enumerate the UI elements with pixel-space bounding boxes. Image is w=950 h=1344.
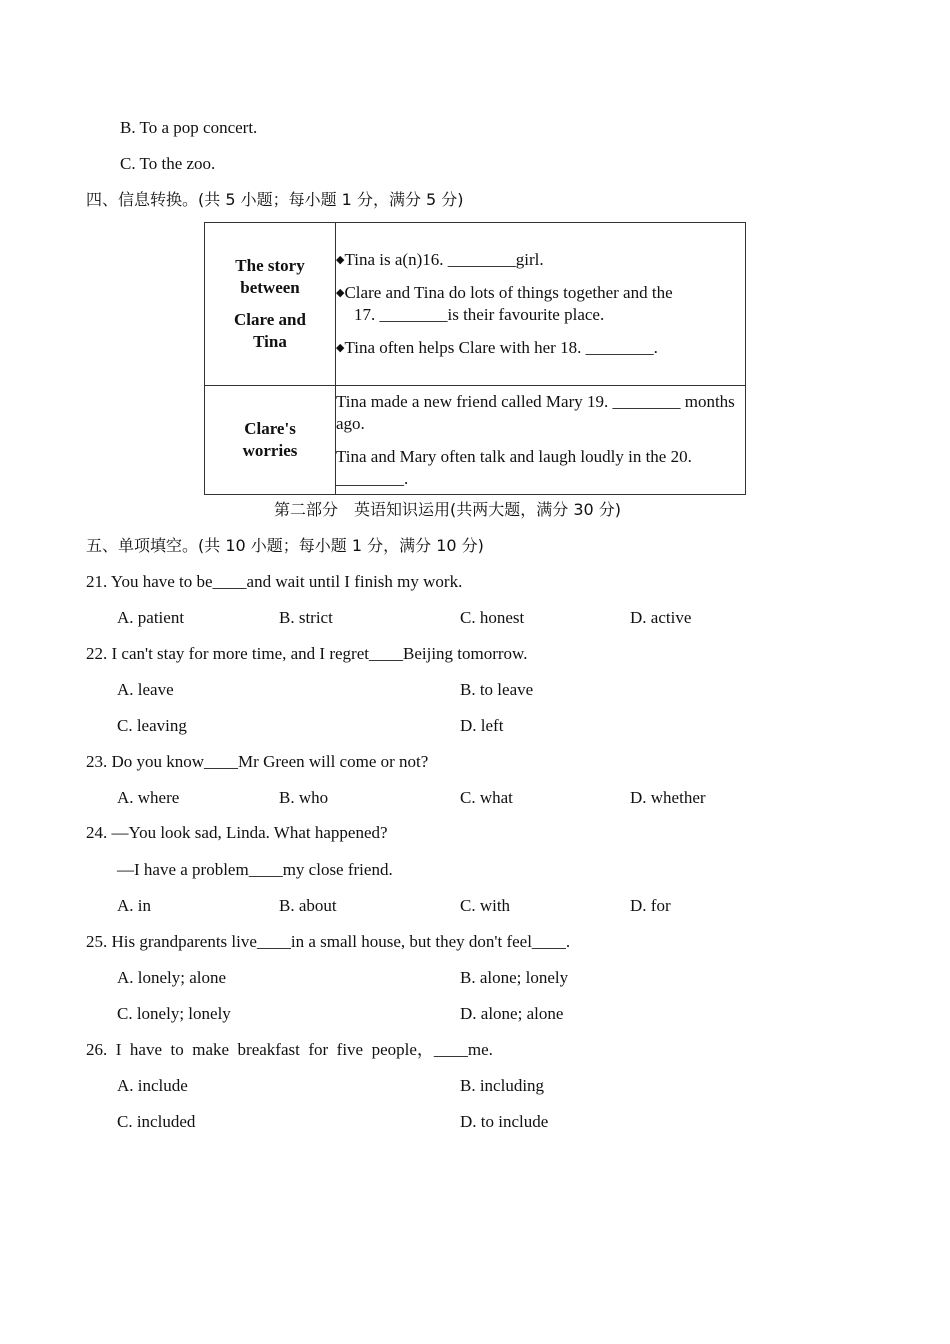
q23-option-c: C. what — [460, 788, 513, 807]
blank-18-text: Tina often helps Clare with her 18. ________. — [344, 338, 658, 357]
question-22-stem: 22. I can't stay for more time, and I regret____Beijing tomorrow. — [86, 644, 528, 663]
table-row — [205, 223, 746, 386]
question-23-stem: 23. Do you know____Mr Green will come or not? — [86, 752, 429, 771]
q25-option-c: C. lonely; lonely — [117, 1004, 231, 1023]
q24-option-a: A. in — [117, 896, 151, 915]
question-21-stem: 21. You have to be____and wait until I finish my work. — [86, 572, 463, 591]
table-row — [205, 386, 746, 495]
q21-option-a: A. patient — [117, 608, 185, 627]
question-24-stem-2: —I have a problem____my close friend. — [117, 860, 393, 879]
row-header-worries — [205, 386, 336, 495]
blank-17-continued: 17. ________is their favourite place. — [354, 305, 605, 324]
part-2-title: 第二部分 英语知识运用(共两大题，满分 30 分) — [274, 500, 622, 519]
q21-option-d: D. active — [630, 608, 692, 627]
q24-option-c: C. with — [460, 896, 511, 915]
diamond-bullet-icon: ◆ — [336, 254, 345, 266]
section-4-title: 四、信息转换。(共 5 小题；每小题 1 分，满分 5 分) — [86, 190, 464, 209]
q23-option-d: D. whether — [630, 788, 706, 807]
q25-option-a: A. lonely; alone — [117, 968, 227, 987]
q22-option-a: A. leave — [117, 680, 174, 699]
header-text: Clare and Tina — [234, 310, 306, 351]
q22-option-b: B. to leave — [460, 680, 534, 699]
q21-option-c: C. honest — [460, 608, 525, 627]
q26-option-a: A. include — [117, 1076, 188, 1095]
q25-option-b: B. alone; lonely — [460, 968, 569, 987]
option-b-previous: B. To a pop concert. — [120, 118, 258, 137]
bullet-item — [336, 337, 745, 359]
blank-16-text: Tina is a(n)16. ________girl. — [344, 250, 544, 269]
diamond-bullet-icon: ◆ — [336, 287, 345, 299]
q26-option-d: D. to include — [460, 1112, 549, 1131]
blank-19-text: Tina made a new friend called Mary 19. ________ months ago. — [336, 391, 735, 433]
question-24-stem: 24. —You look sad, Linda. What happened? — [86, 823, 388, 842]
blank-17-text: Clare and Tina do lots of things together and the — [344, 283, 673, 302]
row-header-story — [205, 223, 336, 386]
q21-option-b: B. strict — [279, 608, 333, 627]
q25-option-d: D. alone; alone — [460, 1004, 564, 1023]
row-body-story — [336, 223, 746, 386]
q26-option-b: B. including — [460, 1076, 545, 1095]
q23-option-b: B. who — [279, 788, 329, 807]
question-26-stem: 26. I have to make breakfast for five people，____me. — [86, 1040, 493, 1059]
option-c-previous: C. To the zoo. — [120, 154, 216, 173]
blank-20-text: Tina and Mary often talk and laugh loudly in the 20. ________. — [336, 446, 692, 488]
section-5-title: 五、单项填空。(共 10 小题；每小题 1 分，满分 10 分) — [86, 536, 484, 555]
q26-option-c: C. included — [117, 1112, 196, 1131]
info-transfer-table — [204, 222, 746, 495]
q24-option-b: B. about — [279, 896, 337, 915]
bullet-item — [336, 282, 745, 326]
q22-option-c: C. leaving — [117, 716, 187, 735]
row-body-worries — [336, 386, 746, 495]
header-text: The story between — [235, 256, 305, 297]
question-25-stem: 25. His grandparents live____in a small house, but they don't feel____. — [86, 932, 571, 951]
q23-option-a: A. where — [117, 788, 180, 807]
q24-option-d: D. for — [630, 896, 671, 915]
header-text: Clare's worries — [242, 419, 298, 460]
q22-option-d: D. left — [460, 716, 504, 735]
diamond-bullet-icon: ◆ — [336, 342, 345, 354]
bullet-item — [336, 249, 745, 271]
